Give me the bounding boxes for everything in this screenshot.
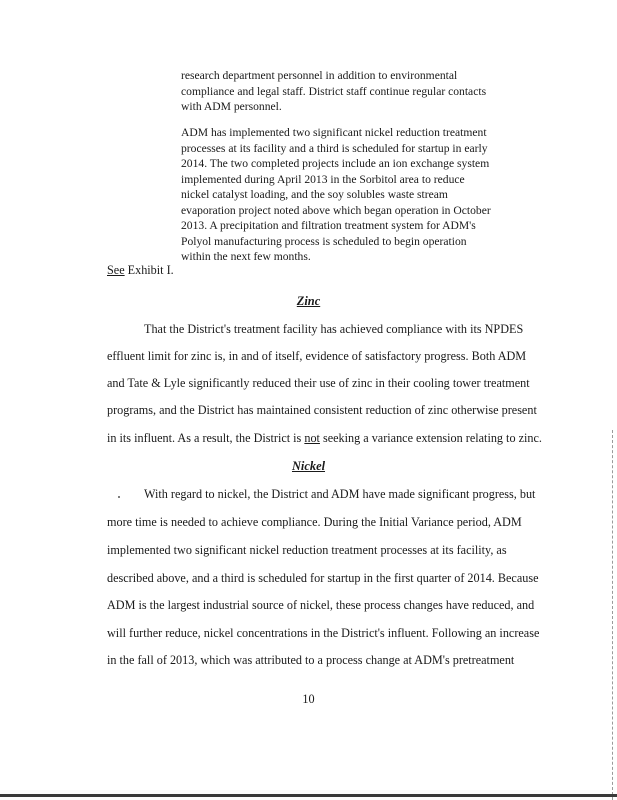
paragraph-line: in the fall of 2013, which was attributed to a process change at ADM's pretreatment (107, 653, 515, 667)
paragraph-line: ADM is the largest industrial source of nickel, these process changes have reduced, and (107, 598, 535, 612)
text-line: 2014. The two completed projects include an ion exchange system (181, 157, 490, 170)
see-signal: See (107, 263, 125, 277)
text-line: 2013. A precipitation and filtration treatment system for ADM's (181, 219, 476, 232)
emphasis-not: not (304, 431, 320, 445)
section-heading-nickel: Nickel (291, 459, 326, 473)
paragraph-line: programs, and the District has maintained consistent reduction of zinc otherwise present (107, 403, 537, 417)
scan-edge-right (612, 430, 613, 800)
section-heading-zinc: Zinc (296, 294, 321, 308)
scan-edge-bottom (0, 794, 617, 797)
text-line: Polyol manufacturing process is scheduled to begin operation (181, 234, 467, 248)
paragraph-line: With regard to nickel, the District and ADM have made significant progress, but (144, 487, 536, 501)
paragraph-line: will further reduce, nickel concentrations in the District's influent. Following an increase (107, 626, 540, 640)
see-exhibit-text: Exhibit I. (124, 263, 174, 277)
text-line: with ADM personnel. (181, 100, 282, 113)
paragraph-line: and Tate & Lyle significantly reduced their use of zinc in their cooling tower treatment (107, 376, 530, 390)
paragraph-line: described above, and a third is scheduled for startup in the first quarter of 2014. Because (107, 571, 539, 585)
text-segment: seeking a variance extension relating to zinc. (319, 431, 542, 445)
paragraph-line-last (107, 430, 542, 446)
paragraph-line: That the District's treatment facility has achieved compliance with its NPDES (144, 322, 524, 336)
text-line: processes at its facility and a third is scheduled for startup in early (181, 141, 488, 155)
text-segment: in its influent. As a result, the District is (107, 431, 305, 445)
text-line: within the next few months. (181, 250, 311, 263)
paragraph-line: effluent limit for zinc is, in and of itself, evidence of satisfactory progress. Both ADM (107, 349, 527, 363)
text-line: research department personnel in addition to environmental (181, 69, 458, 82)
text-line: evaporation project noted above which began operation in October (181, 203, 491, 217)
quote-block-continuation (181, 68, 511, 115)
page-number: 10 (302, 692, 315, 706)
text-line: ADM has implemented two significant nickel reduction treatment (181, 126, 487, 139)
text-line: nickel catalyst loading, and the soy solubles waste stream (181, 188, 448, 201)
text-line: compliance and legal staff. District staff continue regular contacts (181, 84, 487, 98)
paragraph-line: more time is needed to achieve compliance. During the Initial Variance period, ADM (107, 515, 522, 529)
paragraph-line: implemented two significant nickel reduction treatment processes at its facility, as (107, 543, 507, 557)
see-exhibit-line (107, 262, 174, 278)
scan-speck (118, 496, 120, 498)
text-line: implemented during April 2013 in the Sorbitol area to reduce (181, 172, 465, 186)
quote-block-adm (181, 125, 511, 265)
